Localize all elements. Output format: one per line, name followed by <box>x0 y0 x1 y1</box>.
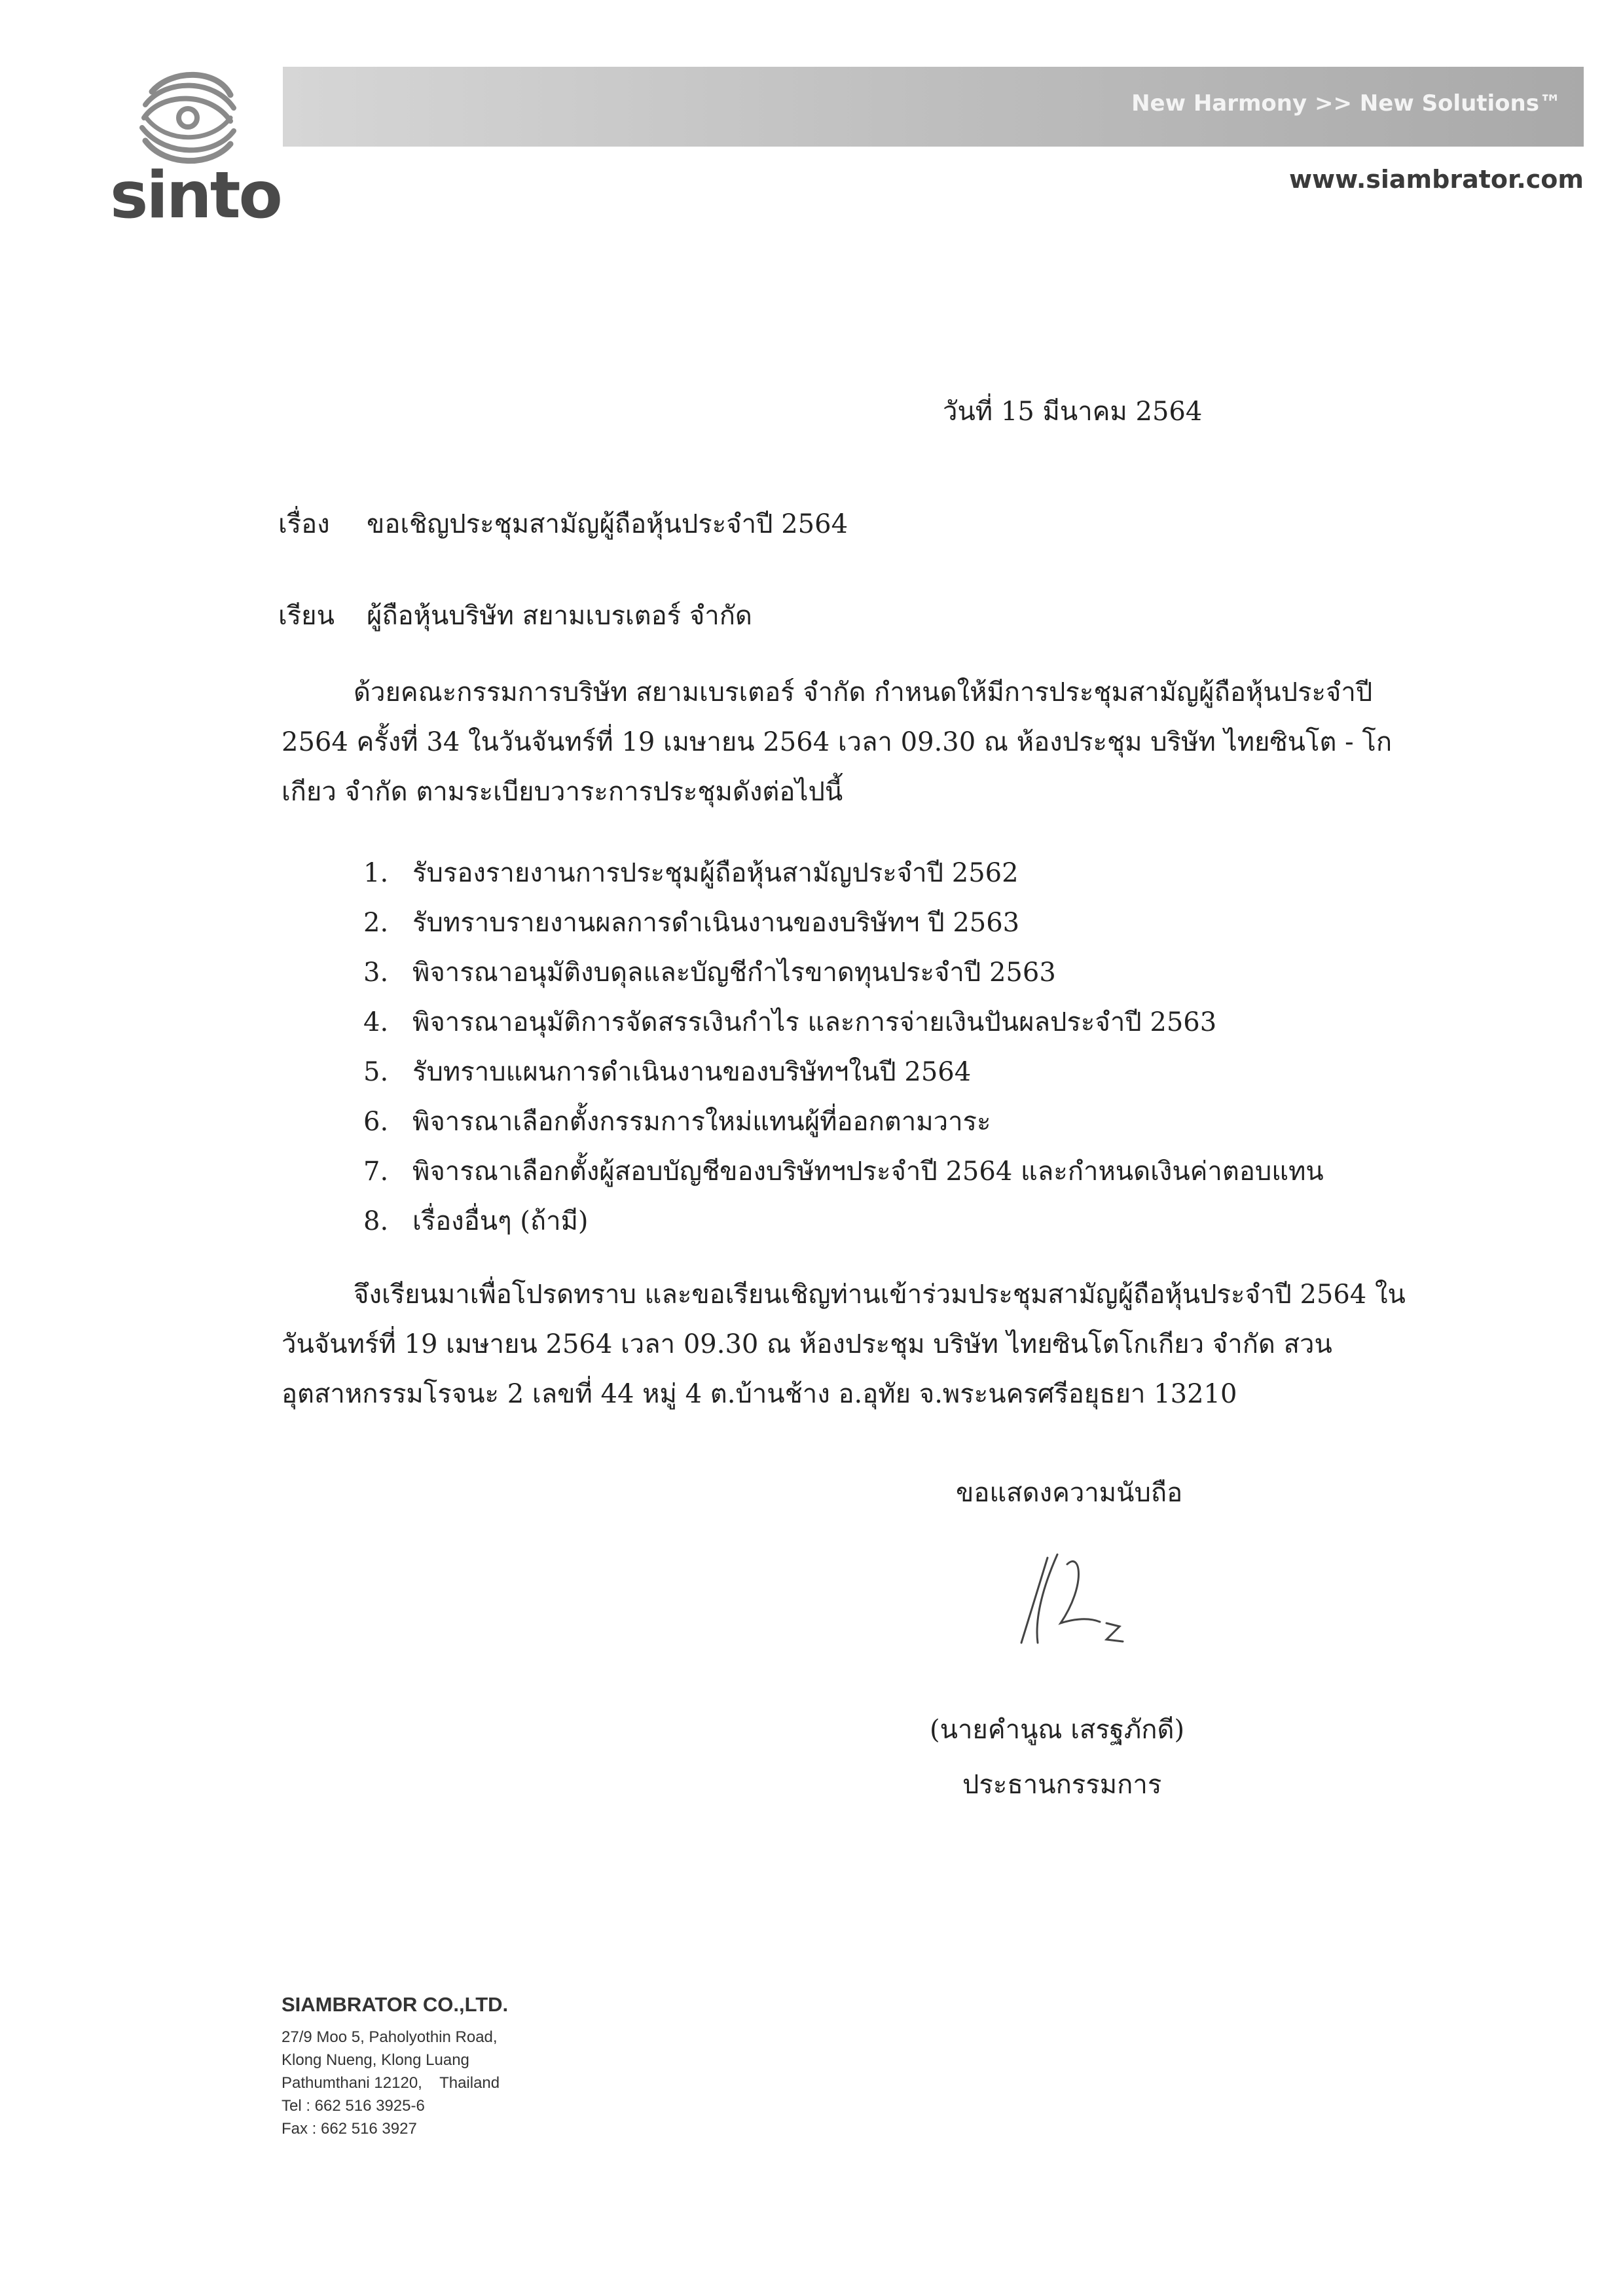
agenda-item: 7. พิจารณาเลือกตั้งผู้สอบบัญชีของบริษัทฯประจำปี 2564 และกำหนดเงินค่าตอบแทน <box>363 1157 1324 1187</box>
company-logo <box>105 65 281 236</box>
closing-text: ขอแสดงความนับถือ <box>956 1478 1183 1508</box>
website-link[interactable]: www.siambrator.com <box>1288 165 1584 194</box>
recipient-label: เรียน <box>278 601 335 631</box>
agenda-item: 8. เรื่องอื่นๆ (ถ้ามี) <box>363 1206 589 1236</box>
agenda-item: 2. รับทราบรายงานผลการดำเนินงานของบริษัทฯ ปี 2563 <box>363 908 1020 938</box>
header-banner <box>283 67 1584 147</box>
intro-text: ด้วยคณะกรรมการบริษัท สยามเบรเตอร์ จำกัด กำหนดให้มีการประชุมสามัญผู้ถือหุ้นประจำปี 2564 ครั้งที่ 34 ในวันจันทร์ที่ 19 เมษายน 2564 เวลา 09.30 ณ ห้องประชุม บริษัท ไทยซินโต - โกเกียว จำกัด ตามระเบียบวาระการประชุมดังต่อไปนี้ <box>282 677 1393 807</box>
agenda-list <box>363 848 1324 1246</box>
footer-address-line: Klong Nueng, Klong Luang <box>282 2051 469 2069</box>
footer-phone: Tel : 662 516 3925-6 <box>282 2097 425 2115</box>
company-footer <box>282 1993 508 2140</box>
recipient-text: ผู้ถือหุ้นบริษัท สยามเบรเตอร์ จำกัด <box>367 601 752 631</box>
footer-company-name: SIAMBRATOR CO.,LTD. <box>282 1993 509 2016</box>
agenda-item: 3. พิจารณาอนุมัติงบดุลและบัญชีกำไรขาดทุนประจำปี 2563 <box>363 958 1056 988</box>
invitation-paragraph <box>282 1270 1427 1419</box>
invitation-text: จึงเรียนมาเพื่อโปรดทราบ และขอเรียนเชิญท่านเข้าร่วมประชุมสามัญผู้ถือหุ้นประจำปี 2564 ในวันจันทร์ที่ 19 เมษายน 2564 เวลา 09.30 ณ ห้องประชุม บริษัท ไทยซินโตโกเกียว จำกัด สวนอุตสาหกรรมโรจนะ 2 เลขที่ 44 หมู่ 4 ต.บ้านช้าง อ.อุทัย จ.พระนครศรีอยุธยา 13210 <box>282 1280 1406 1409</box>
signature-icon <box>1008 1545 1139 1656</box>
agenda-item: 5. รับทราบแผนการดำเนินงานของบริษัทฯในปี 2564 <box>363 1057 972 1087</box>
signer-title: ประธานกรรมการ <box>962 1770 1162 1800</box>
footer-fax: Fax : 662 516 3927 <box>282 2120 417 2138</box>
letter-date: วันที่ 15 มีนาคม 2564 <box>943 397 1203 427</box>
agenda-item: 4. พิจารณาอนุมัติการจัดสรรเงินกำไร และการจ่ายเงินปันผลประจำปี 2563 <box>363 1007 1217 1037</box>
signer-name: (นายคำนูณ เสรฐภักดี) <box>930 1715 1185 1745</box>
footer-address-line: Pathumthani 12120, Thailand <box>282 2074 500 2092</box>
subject-text: ขอเชิญประชุมสามัญผู้ถือหุ้นประจำปี 2564 <box>367 509 848 539</box>
logo-wordmark: sinto <box>110 158 281 233</box>
agenda-item: 6. พิจารณาเลือกตั้งกรรมการใหม่แทนผู้ที่ออกตามวาระ <box>363 1107 991 1137</box>
tagline: New Harmony >> New Solutions™ <box>1131 90 1561 117</box>
agenda-item: 1. รับรองรายงานการประชุมผู้ถือหุ้นสามัญประจำปี 2562 <box>363 858 1019 888</box>
footer-address-line: 27/9 Moo 5, Paholyothin Road, <box>282 2028 498 2046</box>
intro-paragraph <box>282 668 1427 817</box>
subject-label: เรื่อง <box>278 509 330 539</box>
sinto-swirl-icon <box>126 65 250 170</box>
